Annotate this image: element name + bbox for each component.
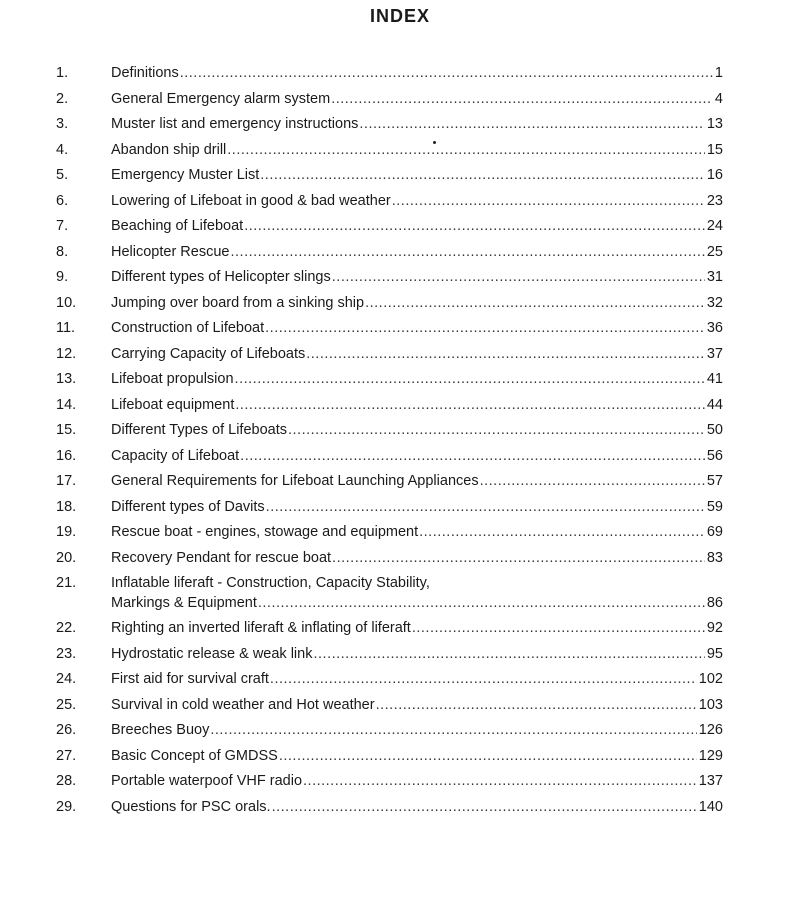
entry-title: Different types of Helicopter slings <box>111 269 331 285</box>
dot-leader <box>244 216 705 236</box>
index-entry <box>0 114 800 140</box>
dot-leader <box>412 618 705 638</box>
index-entry <box>0 369 800 395</box>
dot-leader <box>331 89 713 109</box>
dot-leader <box>313 644 704 664</box>
dot-leader <box>365 293 705 313</box>
dot-leader <box>260 165 705 185</box>
dot-leader <box>235 369 705 389</box>
entry-title: Basic Concept of GMDSS <box>111 747 278 764</box>
dot-leader <box>288 420 705 440</box>
entry-title: Recovery Pendant for rescue boat <box>111 549 332 566</box>
index-entry <box>0 669 800 695</box>
entry-title: Jumping over board from a sinking ship <box>111 294 365 311</box>
entry-title: General Emergency alarm system <box>111 90 331 107</box>
index-entry <box>0 746 800 772</box>
dot-leader <box>230 242 704 262</box>
index-entry <box>0 644 800 670</box>
dot-leader <box>419 522 705 542</box>
entry-page-number: 92 <box>706 620 723 636</box>
entry-page-number: 37 <box>706 345 723 362</box>
entry-page-number: 126 <box>698 722 723 738</box>
index-entry <box>0 573 800 618</box>
entry-title-line-1: Inflatable liferaft - Construction, Capacity Stability, <box>111 575 430 591</box>
dot-leader <box>272 797 697 817</box>
dot-leader <box>180 63 713 83</box>
index-entry <box>0 797 800 823</box>
entry-number: 19. <box>56 524 77 540</box>
index-entry <box>0 89 800 115</box>
entry-page-number: 59 <box>706 498 723 515</box>
entry-number: 2. <box>56 90 69 107</box>
index-entry <box>0 267 800 293</box>
dot-leader <box>303 771 697 791</box>
index-entry <box>0 191 800 217</box>
dot-leader <box>332 267 705 287</box>
entry-number: 10. <box>56 294 77 311</box>
entry-page-number: 69 <box>706 524 723 540</box>
entry-number: 1. <box>56 65 69 81</box>
entry-number: 24. <box>56 671 77 687</box>
entry-page-number: 102 <box>698 671 723 687</box>
dot-leader <box>265 318 705 338</box>
dot-leader <box>235 395 705 415</box>
entry-title: General Requirements for Lifeboat Launching Appliances <box>111 473 479 489</box>
entry-page-number: 1 <box>714 65 723 81</box>
entry-number: 15. <box>56 422 77 438</box>
index-entry <box>0 420 800 446</box>
entry-number: 14. <box>56 396 77 413</box>
entry-page-number: 32 <box>706 294 723 311</box>
index-entry <box>0 242 800 268</box>
dot-leader <box>376 695 697 715</box>
entry-page-number: 13 <box>706 116 723 132</box>
index-entry <box>0 522 800 548</box>
entry-title: Different types of Davits <box>111 498 265 515</box>
entry-title: Hydrostatic release & weak link <box>111 645 313 662</box>
entry-title: Portable waterpoof VHF radio <box>111 773 303 789</box>
entry-number: 6. <box>56 192 69 209</box>
entry-page-number: 95 <box>706 645 723 662</box>
entry-number: 29. <box>56 798 77 815</box>
entry-number: 23. <box>56 645 77 662</box>
dot-leader <box>210 720 696 740</box>
entry-number: 27. <box>56 747 77 764</box>
dot-leader <box>279 746 697 766</box>
entry-title: Breeches Buoy <box>111 722 210 738</box>
entry-title: Righting an inverted liferaft & inflating of liferaft <box>111 620 411 636</box>
entry-page-number: 56 <box>706 447 723 464</box>
entry-number: 13. <box>56 371 77 387</box>
entry-title: Lowering of Lifeboat in good & bad weather <box>111 192 391 209</box>
entry-number: 26. <box>56 722 77 738</box>
entry-number: 11. <box>56 320 76 336</box>
dot-leader <box>359 114 704 134</box>
scan-speck <box>433 141 436 144</box>
entry-page-number: 16 <box>706 167 723 183</box>
index-entry <box>0 63 800 89</box>
entry-title: Lifeboat equipment <box>111 396 235 413</box>
dot-leader <box>240 446 705 466</box>
entry-page-number: 44 <box>706 396 723 413</box>
entry-number: 25. <box>56 696 77 713</box>
entry-title: Capacity of Lifeboat <box>111 447 240 464</box>
entry-number: 5. <box>56 167 69 183</box>
entry-title: First aid for survival craft <box>111 671 269 687</box>
entry-title: Questions for PSC orals. <box>111 798 271 815</box>
entry-page-number: 137 <box>698 773 723 789</box>
entry-page-number: 103 <box>698 696 723 713</box>
entry-page-number: 83 <box>706 549 723 566</box>
entry-title: Definitions <box>111 65 179 81</box>
index-entry <box>0 216 800 242</box>
entry-title: Muster list and emergency instructions <box>111 116 359 132</box>
dot-leader <box>480 471 705 491</box>
index-entry <box>0 165 800 191</box>
entry-page-number: 23 <box>706 192 723 209</box>
entry-number: 4. <box>56 141 69 158</box>
entry-page-number: 15 <box>706 141 723 158</box>
index-entry <box>0 548 800 574</box>
entry-number: 16. <box>56 447 77 464</box>
dot-leader <box>258 593 705 613</box>
index-entry <box>0 618 800 644</box>
index-entry <box>0 140 800 166</box>
entry-number: 3. <box>56 116 69 132</box>
index-entry <box>0 695 800 721</box>
entry-title: Abandon ship drill <box>111 141 227 158</box>
entry-number: 8. <box>56 243 69 260</box>
entry-page-number: 57 <box>706 473 723 489</box>
entry-title: Lifeboat propulsion <box>111 371 234 387</box>
entry-number: 7. <box>56 218 69 234</box>
index-entry <box>0 771 800 797</box>
index-entry <box>0 344 800 370</box>
index-entry <box>0 293 800 319</box>
index-entry <box>0 720 800 746</box>
page-title: INDEX <box>369 6 430 26</box>
index-entry <box>0 497 800 523</box>
entry-title: Construction of Lifeboat <box>111 320 265 336</box>
index-entry <box>0 446 800 472</box>
entry-number: 18. <box>56 498 77 515</box>
entry-page-number: 36 <box>706 320 723 336</box>
entry-page-number: 25 <box>706 243 723 260</box>
entry-number: 12. <box>56 345 77 362</box>
entry-number: 22. <box>56 620 77 636</box>
index-list <box>0 63 800 822</box>
entry-number: 20. <box>56 549 77 566</box>
entry-title: Rescue boat - engines, stowage and equipment <box>111 524 419 540</box>
entry-title: Beaching of Lifeboat <box>111 218 244 234</box>
index-entry <box>0 318 800 344</box>
entry-number: 17. <box>56 473 77 489</box>
entry-page-number: 50 <box>706 422 723 438</box>
entry-title: Different Types of Lifeboats <box>111 422 287 438</box>
dot-leader <box>227 140 705 160</box>
entry-page-number: 140 <box>698 798 723 815</box>
entry-title: Helicopter Rescue <box>111 243 230 260</box>
entry-page-number: 129 <box>698 747 723 764</box>
entry-title: Survival in cold weather and Hot weather <box>111 696 375 713</box>
dot-leader <box>266 497 705 517</box>
dot-leader <box>392 191 705 211</box>
entry-page-number: 41 <box>706 371 723 387</box>
entry-title: Emergency Muster List <box>111 167 260 183</box>
dot-leader <box>270 669 697 689</box>
entry-title: Markings & Equipment <box>111 595 257 611</box>
entry-number: 21. <box>56 575 77 591</box>
entry-title: Carrying Capacity of Lifeboats <box>111 345 306 362</box>
entry-page-number: 24 <box>706 218 723 234</box>
entry-number: 9. <box>56 269 69 285</box>
entry-number: 28. <box>56 773 77 789</box>
entry-page-number: 4 <box>714 90 723 107</box>
index-entry <box>0 471 800 497</box>
entry-page-number: 31 <box>706 269 723 285</box>
dot-leader <box>306 344 705 364</box>
dot-leader <box>332 548 705 568</box>
entry-page-number: 86 <box>706 595 723 611</box>
index-entry <box>0 395 800 421</box>
